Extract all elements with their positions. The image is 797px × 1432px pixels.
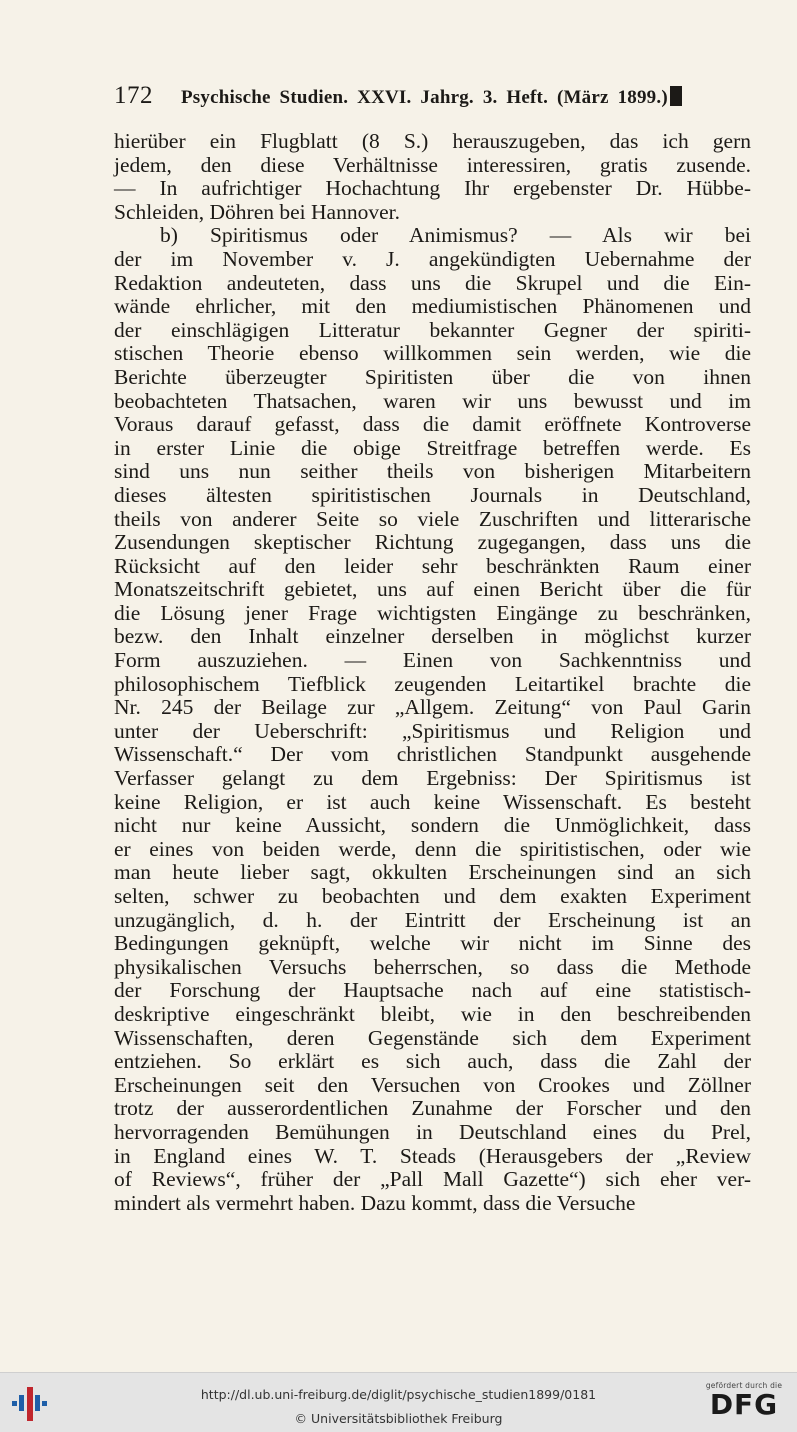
copyright-notice: © Universitätsbibliothek Freiburg [294, 1411, 503, 1426]
text-line: hierüber ein Flugblatt (8 S.) herauszugeben, das ich gern [114, 129, 751, 153]
text-line: unter der Ueberschrift: „Spiritismus und Religion und [114, 718, 751, 743]
running-head: Psychische Studien. XXVI. Jahrg. 3. Heft. (März 1899.) [181, 87, 668, 108]
paragraph-heading-line: b) Spiritismus oder Animismus? — Als wir bei [160, 223, 751, 248]
text-line: nicht nur keine Aussicht, sondern die Unmöglichkeit, dass [114, 813, 751, 838]
text-line: Bedingungen geknüpft, welche wir nicht im Sinne des [114, 931, 751, 956]
viewer-footer [0, 1372, 797, 1432]
text-line: selten, schwer zu beobachten und dem exakten Experiment [114, 884, 751, 908]
body-text [114, 130, 751, 1215]
text-line: hervorragenden Bemühungen in Deutschland eines du Prel, [114, 1119, 751, 1144]
text-line: of Reviews“, früher der „Pall Mall Gazette“) sich eher ver- [114, 1167, 751, 1192]
text-line: der im November v. J. angekündigten Uebernahme der [114, 246, 751, 271]
page-header [114, 82, 754, 116]
text-line: man heute lieber sagt, okkulten Erscheinungen sind an sich [114, 860, 751, 885]
text-line: Erscheinungen seit den Versuchen von Crookes und Zöllner [114, 1072, 751, 1097]
text-line: physikalischen Versuchs beherrschen, so dass die Methode [114, 954, 751, 979]
permalink-link[interactable]: http://dl.ub.uni-freiburg.de/diglit/psychische_studien1899/0181 [200, 1387, 597, 1402]
text-line: der Forschung der Hauptsache nach auf eine statistisch- [114, 978, 751, 1003]
text-line: deskriptive eingeschränkt bleibt, wie in den beschreibenden [114, 1001, 751, 1026]
text-line: unzugänglich, d. h. der Eintritt der Erscheinung ist an [114, 907, 751, 932]
text-line: in England eines W. T. Steads (Herausgebers der „Review [114, 1143, 751, 1168]
text-line: Wissenschaft.“ Der vom christlichen Standpunkt ausgehende [114, 742, 751, 767]
text-line: Monatszeitschrift gebietet, uns auf einen Bericht über die für [114, 577, 751, 602]
printer-mark-icon [670, 86, 682, 106]
dfg-logo-icon: DFG [709, 1388, 779, 1421]
text-line: die Lösung jener Frage wichtigsten Eingänge zu beschränken, [114, 600, 751, 625]
page-number: 172 [114, 82, 153, 109]
text-line: jedem, den diese Verhältnisse interessiren, gratis zusende. [114, 152, 751, 177]
text-line: keine Religion, er ist auch keine Wissenschaft. Es besteht [114, 789, 751, 814]
text-line: theils von anderer Seite so viele Zuschriften und litterarische [114, 506, 751, 531]
text-line: dieses ältesten spiritistischen Journals in Deutschland, [114, 482, 751, 507]
text-line: Form auszuziehen. — Einen von Sachkenntniss und [114, 648, 751, 673]
dfg-logo[interactable] [701, 1381, 787, 1427]
text-line: der einschlägigen Litteratur bekannter Gegner der spiriti- [114, 317, 751, 342]
text-line: philosophischem Tiefblick zeugenden Leitartikel brachte die [114, 671, 751, 696]
text-line: Verfasser gelangt zu dem Ergebniss: Der Spiritismus ist [114, 766, 751, 791]
text-line: bezw. den Inhalt einzelner derselben in möglichst kurzer [114, 624, 751, 649]
text-line: in erster Linie die obige Streitfrage betreffen werde. Es [114, 435, 751, 460]
text-line: sind uns nun seither theils von bisherigen Mitarbeitern [114, 459, 751, 484]
text-line: Zusendungen skeptischer Richtung zugegangen, dass uns die [114, 530, 751, 555]
text-line: Wissenschaften, deren Gegenstände sich dem Experiment [114, 1025, 751, 1050]
text-line: entziehen. So erklärt es sich auch, dass die Zahl der [114, 1049, 751, 1074]
text-line: er eines von beiden werde, denn die spiritistischen, oder wie [114, 836, 751, 861]
text-line: Voraus darauf gefasst, dass die damit eröffnete Kontroverse [114, 412, 751, 437]
text-line: stischen Theorie ebenso willkommen sein werden, wie die [114, 341, 751, 366]
dfg-caption: gefördert durch die [705, 1381, 783, 1390]
text-line: Rücksicht auf den leider sehr beschränkten Raum einer [114, 553, 751, 578]
text-line: Nr. 245 der Beilage zur „Allgem. Zeitung“ von Paul Garin [114, 695, 751, 720]
text-line: Schleiden, Döhren bei Hannover. [114, 199, 400, 224]
text-line: Redaktion andeuteten, dass uns die Skrupel und die Ein- [114, 270, 751, 295]
text-line: — In aufrichtiger Hochachtung Ihr ergebenster Dr. Hübbe- [114, 176, 751, 201]
text-line: trotz der ausserordentlichen Zunahme der Forscher und den [114, 1096, 751, 1121]
text-line: beobachteten Thatsachen, waren wir uns bewusst und im [114, 388, 751, 413]
text-line: Berichte überzeugter Spiritisten über die von ihnen [114, 364, 751, 389]
text-line: wände ehrlicher, mit den mediumistischen Phänomenen und [114, 294, 751, 319]
text-line: mindert als vermehrt haben. Dazu kommt, dass die Versuche [114, 1190, 636, 1215]
